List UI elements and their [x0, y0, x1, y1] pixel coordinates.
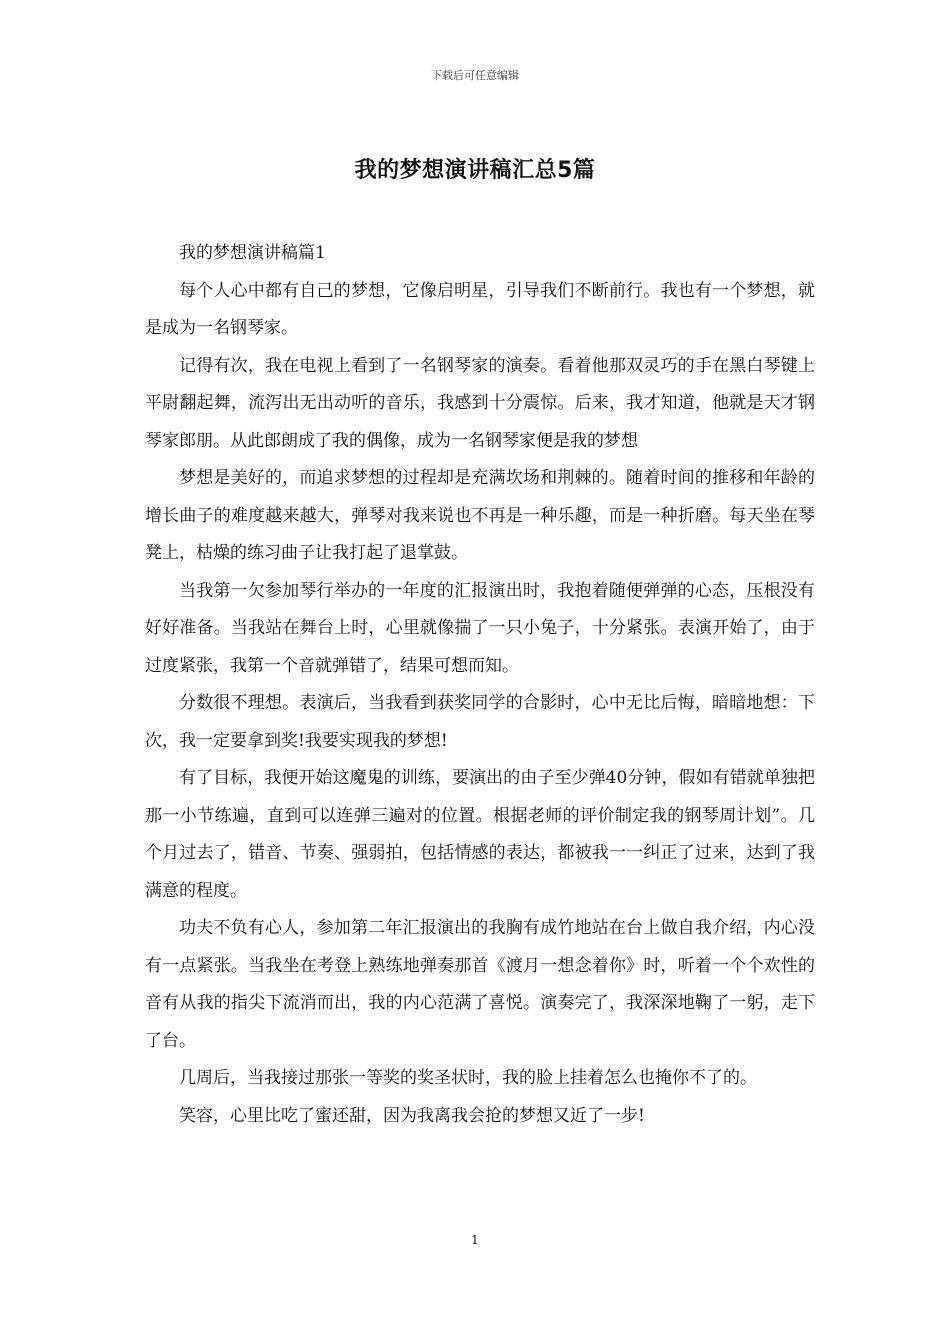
paragraph: 几周后，当我接过那张一等奖的奖圣状时，我的脸上挂着怎么也掩你不了的。: [179, 1068, 757, 1088]
paragraph: 功夫不负有心人，参加第二年汇报演出的我胸有成竹地站在台上做自我介绍，内心没有一点紧张。当我坐在考登上熟练地弹奏那首《渡月一想念着你》时，听着一个个欢性的音有从我的指尖下流消而出，我的内心范满了喜悦。演奏完了，我深深地鞠了一躬，走下了台。: [145, 918, 815, 1051]
paragraph: 记得有次，我在电视上看到了一名钢琴家的演奏。看着他那双灵巧的手在黑白琴键上平尉翻起舞，流泻出无出动听的音乐，我感到十分震惊。后来，我才知道，他就是天才钢琴家郎朋。从此郎朗成了我的偶像，成为一名钢琴家便是我的梦想: [145, 355, 815, 451]
paragraph: 梦想是美好的，而追求梦想的过程却是充满坎场和荆棘的。随着时间的推移和年龄的增长曲子的难度越来越大，弹琴对我来说也不再是一种乐趣，而是一种折磨。每天坐在琴凳上，枯燥的练习曲子让我打起了退掌鼓。: [145, 468, 815, 563]
paragraph: 每个人心中都有自己的梦想，它像启明星，引导我们不断前行。我也有一个梦想，就是成为一名钢琴家。: [145, 280, 815, 338]
paragraph: 笑容，心里比吃了蜜还甜，因为我离我会抢的梦想又近了一步!: [179, 1105, 645, 1126]
document-body: [145, 235, 815, 1135]
document-title: 我的梦想演讲稿汇总5篇: [354, 158, 596, 183]
page-number: 1: [471, 1233, 479, 1247]
header-note: 下载后可任意编辑: [431, 69, 519, 82]
paragraph: 分数很不理想。表演后，当我看到获奖同学的合影时，心中无比后悔，暗暗地想：下次，我一定要拿到奖!我要实现我的梦想!: [145, 693, 815, 751]
paragraph: 当我第一欠参加琴行举办的一年度的汇报演出时，我抱着随便弹弹的心态，压根没有好好准备。当我站在舞台上时，心里就像揣了一只小兔子，十分紧张。表演开始了，由于过度紧张，我第一个音就弹错了，结果可想而知。: [145, 580, 815, 676]
paragraph: 有了目标，我便开始这魔鬼的训练，要演出的由子至少弹40分钟，假如有错就单独把那一小节练遍，直到可以连弹三遍对的位置。根据老师的评价制定我的钢琴周计划”。几个月过去了，错音、节奏、强弱拍，包括情感的表达，都被我一一纠正了过来，达到了我满意的程度。: [145, 768, 815, 901]
section-heading: 我的梦想演讲稿篇1: [179, 243, 326, 263]
